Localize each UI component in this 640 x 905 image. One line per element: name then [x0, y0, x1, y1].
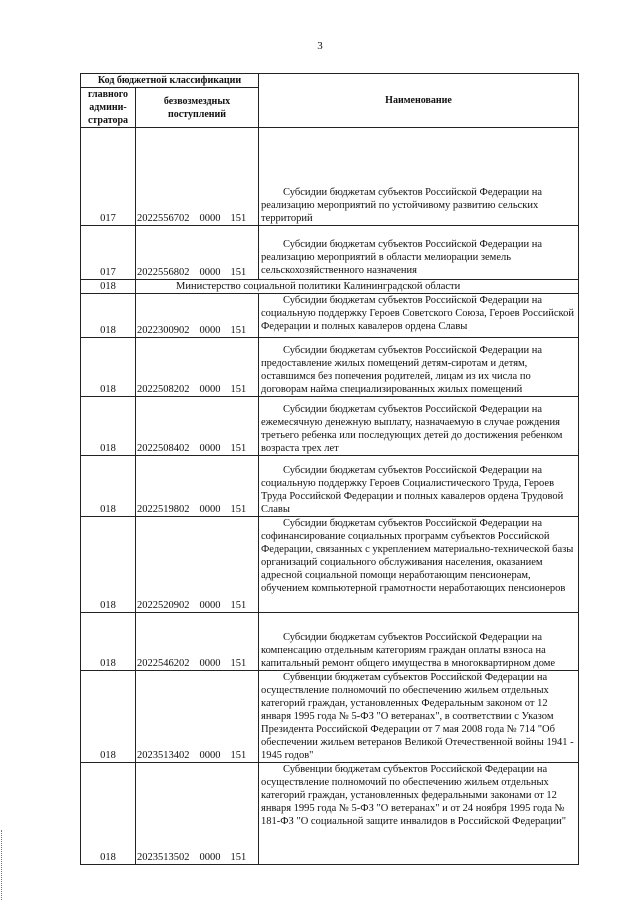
admin-code: 018: [81, 294, 136, 338]
ministry-name: Министерство социальной политики Калининградской области: [136, 280, 579, 294]
budget-classification-table: [80, 73, 579, 865]
income-code-sub: 0000: [199, 267, 221, 278]
admin-code: 018: [81, 456, 136, 517]
income-code-main: 2022556802: [137, 267, 190, 278]
item-name: [259, 128, 579, 226]
header-admin-line-2: админи-: [89, 102, 127, 113]
page-number: 3: [317, 40, 323, 52]
income-code-main: 2022546202: [137, 658, 190, 669]
item-name: [259, 397, 579, 456]
income-code: [136, 671, 259, 763]
item-name: [259, 763, 579, 865]
income-code: [136, 517, 259, 613]
table-row: [81, 294, 579, 338]
income-code: [136, 763, 259, 865]
income-code-sub: 0000: [199, 852, 221, 863]
item-name: [259, 456, 579, 517]
income-code-sub: 0000: [199, 658, 221, 669]
item-name-text: Субвенции бюджетам субъектов Российской Федерации на осуществление полномочий по обеспечению жильем отдельных категорий граждан, установленных Федеральным законом от 12 января 1995 года № 5-ФЗ "О ветеранах", в соответствии с Указом Президента Российской Федерации от 7 мая 2008 года № 714 "Об обеспечении жильем ветеранов Великой Отечественной войны 1941 - 1945 годов": [261, 672, 574, 761]
admin-code: 018: [81, 338, 136, 397]
item-name: [259, 294, 579, 338]
header-admin: [81, 88, 136, 128]
header-code-line-2: поступлений: [167, 108, 227, 120]
income-code-main: 2023513402: [137, 750, 190, 761]
income-code-kosgu: 151: [230, 658, 247, 669]
table-row: [81, 128, 579, 226]
income-code-kosgu: 151: [230, 443, 247, 454]
header-admin-line-3: стратора: [87, 115, 129, 126]
income-code-main: 2022508202: [137, 384, 190, 395]
income-code: [136, 338, 259, 397]
table-row: [81, 397, 579, 456]
income-code-sub: 0000: [199, 384, 221, 395]
item-name-text: Субсидии бюджетам субъектов Российской Федерации на социальную поддержку Героев Социалистического Труда, Героев Труда Российской Федерации и полных кавалеров ордена Трудовой Славы: [261, 465, 564, 515]
ministry-admin-code: 018: [81, 280, 136, 294]
admin-code: 018: [81, 397, 136, 456]
income-code: [136, 613, 259, 671]
scan-edge-mark: [1, 830, 6, 900]
income-code-main: 2022519802: [137, 504, 190, 515]
item-name-text: Субвенции бюджетам субъектов Российской Федерации на осуществление полномочий по обеспечению жильем отдельных категорий граждан, установленных федеральными законами от 12 января 1995 года № 5-ФЗ "О ветеранах" и от 24 ноября 1995 года № 181-ФЗ "О социальной защите инвалидов в Российской Федерации": [261, 764, 567, 827]
table-row: [81, 456, 579, 517]
income-code-sub: 0000: [199, 750, 221, 761]
table-row: [81, 338, 579, 397]
table-row: [81, 763, 579, 865]
income-code: [136, 226, 259, 280]
admin-code: 018: [81, 671, 136, 763]
income-code: [136, 128, 259, 226]
table-row: [81, 671, 579, 763]
item-name-text: Субсидии бюджетам субъектов Российской Федерации на реализацию мероприятий по устойчивому развитию сельских территорий: [261, 187, 543, 224]
admin-code: 018: [81, 763, 136, 865]
income-code: [136, 397, 259, 456]
header-group-label: Код бюджетной классификации: [81, 74, 259, 88]
income-code-kosgu: 151: [230, 600, 247, 611]
item-name: [259, 338, 579, 397]
ministry-row: [81, 280, 579, 294]
item-name-text: Субсидии бюджетам субъектов Российской Федерации на реализацию мероприятий в области мелиорации земель сельскохозяйственного назначения: [261, 239, 543, 276]
table-row: [81, 517, 579, 613]
item-name: [259, 517, 579, 613]
income-code-kosgu: 151: [230, 852, 247, 863]
income-code-sub: 0000: [199, 213, 221, 224]
income-code-main: 2022520902: [137, 600, 190, 611]
table-row: [81, 226, 579, 280]
income-code-sub: 0000: [199, 600, 221, 611]
admin-code: 018: [81, 613, 136, 671]
item-name-text: Субсидии бюджетам субъектов Российской Федерации на предоставление жилых помещений детям-сиротам и детям, оставшимся без попечения родителей, лицам из их числа по договорам найма специализированных жилых помещений: [261, 345, 543, 395]
item-name-text: Субсидии бюджетам субъектов Российской Федерации на софинансирование социальных программ субъектов Российской Федерации, связанных с укреплением материально-технической базы организаций социального обслуживания населения, оказанием адресной социальной помощи неработающим пенсионерам, обучением компьютерной грамотности неработающих пенсионеров: [261, 518, 574, 594]
item-name-text: Субсидии бюджетам субъектов Российской Федерации на социальную поддержку Героев Советского Союза, Героев Российской Федерации и полных кавалеров ордена Славы: [261, 295, 574, 332]
income-code-kosgu: 151: [230, 213, 247, 224]
header-code-line-1: безвозмездных: [163, 95, 231, 107]
admin-code: 018: [81, 517, 136, 613]
income-code-main: 2022508402: [137, 443, 190, 454]
income-code: [136, 456, 259, 517]
income-code-sub: 0000: [199, 325, 221, 336]
income-code-sub: 0000: [199, 443, 221, 454]
admin-code: 017: [81, 128, 136, 226]
header-admin-line-1: главного: [87, 89, 129, 100]
income-code-main: 2023513502: [137, 852, 190, 863]
income-code-main: 2022300902: [137, 325, 190, 336]
income-code-kosgu: 151: [230, 267, 247, 278]
income-code-sub: 0000: [199, 504, 221, 515]
income-code-main: 2022556702: [137, 213, 190, 224]
header-code: [136, 88, 259, 128]
item-name: [259, 226, 579, 280]
income-code-kosgu: 151: [230, 325, 247, 336]
income-code-kosgu: 151: [230, 384, 247, 395]
item-name-text: Субсидии бюджетам субъектов Российской Федерации на ежемесячную денежную выплату, назначаемую в случае рождения третьего ребенка или последующих детей до достижения ребенком возраста трех лет: [261, 404, 563, 454]
table-row: [81, 613, 579, 671]
header-name: Наименование: [259, 74, 579, 128]
item-name: [259, 613, 579, 671]
item-name: [259, 671, 579, 763]
income-code-kosgu: 151: [230, 504, 247, 515]
income-code-kosgu: 151: [230, 750, 247, 761]
admin-code: 017: [81, 226, 136, 280]
item-name-text: Субсидии бюджетам субъектов Российской Федерации на компенсацию отдельным категориям граждан оплаты взноса на капитальный ремонт общего имущества в многоквартирном доме: [261, 632, 556, 669]
income-code: [136, 294, 259, 338]
